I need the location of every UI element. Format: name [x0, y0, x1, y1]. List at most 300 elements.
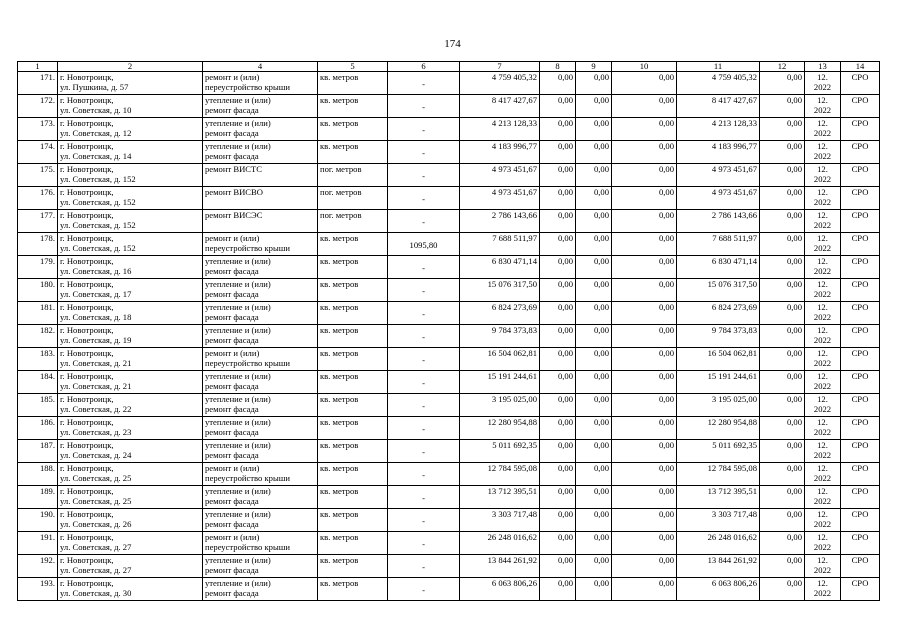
address-cell-text: г. Новотроицк, [60, 72, 114, 82]
col8-cell-text: 0,00 [557, 555, 573, 565]
col8-cell-text: 0,00 [557, 348, 573, 358]
type-cell [841, 164, 880, 187]
total-cost-cell-text: 4 759 405,32 [491, 72, 537, 82]
col12-cell [760, 279, 805, 302]
col11-cell [677, 417, 760, 440]
unit-cell-text: кв. метров [320, 95, 359, 105]
col9-cell [576, 187, 612, 210]
work-type-cell [203, 440, 318, 463]
col10-cell [612, 348, 677, 371]
unit-cell-text: кв. метров [320, 578, 359, 588]
area-cell-text: - [422, 286, 425, 296]
type-cell-text: СРО [851, 325, 869, 335]
col8-cell [540, 72, 576, 95]
address-cell-text: г. Новотроицк, [60, 95, 114, 105]
col8-cell [540, 463, 576, 486]
row-number-text: 193. [39, 578, 55, 588]
area-cell [388, 187, 460, 210]
total-cost-cell-text: 9 784 373,83 [491, 325, 537, 335]
col9-cell-text: 0,00 [593, 302, 609, 312]
period-cell-text: 12. [817, 72, 828, 82]
table-row [18, 555, 880, 578]
period-cell-text: 2022 [813, 473, 832, 483]
column-header: 2 [58, 62, 203, 72]
col8-cell [540, 118, 576, 141]
address-cell-text: ул. Советская, д. 10 [60, 105, 132, 115]
col8-cell [540, 95, 576, 118]
col9-cell [576, 210, 612, 233]
area-cell [388, 279, 460, 302]
period-cell-text: 2022 [813, 427, 832, 437]
work-type-cell-text: ремонт фасада [205, 335, 259, 345]
unit-cell [318, 187, 388, 210]
col11-cell [677, 256, 760, 279]
total-cost-cell-text: 5 011 692,35 [492, 440, 537, 450]
work-type-cell-text: утепление и (или) [205, 371, 271, 381]
table-header [18, 62, 880, 72]
col12-cell-text: 0,00 [786, 417, 802, 427]
col9-cell [576, 72, 612, 95]
work-type-cell [203, 371, 318, 394]
unit-cell [318, 532, 388, 555]
area-cell [388, 118, 460, 141]
address-cell-text: ул. Советская, д. 18 [60, 312, 132, 322]
period-cell-text: 12. [817, 279, 828, 289]
type-cell-text: СРО [851, 532, 869, 542]
work-type-cell [203, 532, 318, 555]
unit-cell-text: кв. метров [320, 394, 359, 404]
address-cell-text: г. Новотроицк, [60, 394, 114, 404]
col10-cell [612, 532, 677, 555]
total-cost-cell [460, 187, 540, 210]
area-cell-text: - [422, 171, 425, 181]
col9-cell-text: 0,00 [593, 578, 609, 588]
work-type-cell [203, 256, 318, 279]
total-cost-cell [460, 440, 540, 463]
period-cell-text: 2022 [813, 565, 832, 575]
col9-cell [576, 417, 612, 440]
col9-cell [576, 279, 612, 302]
col9-cell [576, 95, 612, 118]
col12-cell-text: 0,00 [786, 95, 802, 105]
col12-cell-text: 0,00 [786, 371, 802, 381]
row-number-text: 179. [39, 256, 55, 266]
col12-cell-text: 0,00 [786, 486, 802, 496]
total-cost-cell [460, 95, 540, 118]
col9-cell-text: 0,00 [593, 371, 609, 381]
unit-cell-text: кв. метров [320, 118, 359, 128]
col9-cell-text: 0,00 [593, 95, 609, 105]
row-number-text: 192. [39, 555, 55, 565]
work-type-cell-text: переустройство крыши [205, 243, 290, 253]
period-cell-text: 12. [817, 509, 828, 519]
work-type-cell [203, 118, 318, 141]
col9-cell-text: 0,00 [593, 118, 609, 128]
col8-cell-text: 0,00 [557, 509, 573, 519]
unit-cell [318, 95, 388, 118]
register-table [17, 61, 880, 601]
column-header: 6 [388, 62, 460, 72]
col8-cell [540, 440, 576, 463]
work-type-cell [203, 463, 318, 486]
col10-cell-text: 0,00 [658, 72, 674, 82]
address-cell-text: г. Новотроицк, [60, 164, 114, 174]
col12-cell-text: 0,00 [786, 118, 802, 128]
type-cell [841, 371, 880, 394]
area-cell [388, 348, 460, 371]
unit-cell [318, 210, 388, 233]
address-cell [58, 256, 203, 279]
area-cell [388, 371, 460, 394]
period-cell-text: 2022 [813, 450, 832, 460]
row-number-text: 178. [39, 233, 55, 243]
address-cell [58, 72, 203, 95]
col10-cell-text: 0,00 [658, 95, 674, 105]
col9-cell-text: 0,00 [593, 486, 609, 496]
area-cell-text: - [422, 493, 425, 503]
col11-cell [677, 371, 760, 394]
total-cost-cell [460, 371, 540, 394]
col9-cell [576, 233, 612, 256]
period-cell [805, 302, 841, 325]
col9-cell-text: 0,00 [593, 463, 609, 473]
col9-cell-text: 0,00 [593, 72, 609, 82]
col9-cell-text: 0,00 [593, 141, 609, 151]
col11-cell [677, 279, 760, 302]
header-row [18, 62, 880, 72]
unit-cell [318, 348, 388, 371]
total-cost-cell [460, 302, 540, 325]
address-cell-text: г. Новотроицк, [60, 371, 114, 381]
col12-cell [760, 578, 805, 601]
address-cell [58, 509, 203, 532]
col11-cell-text: 6 830 471,14 [711, 256, 757, 266]
col10-cell-text: 0,00 [658, 348, 674, 358]
col8-cell [540, 555, 576, 578]
period-cell [805, 486, 841, 509]
col10-cell [612, 72, 677, 95]
total-cost-cell [460, 279, 540, 302]
work-type-cell-text: утепление и (или) [205, 279, 271, 289]
col8-cell-text: 0,00 [557, 164, 573, 174]
row-number [18, 463, 58, 486]
type-cell-text: СРО [851, 210, 869, 220]
col8-cell [540, 164, 576, 187]
unit-cell-text: кв. метров [320, 325, 359, 335]
period-cell [805, 463, 841, 486]
area-cell [388, 532, 460, 555]
col9-cell-text: 0,00 [593, 394, 609, 404]
area-cell [388, 509, 460, 532]
col8-cell [540, 210, 576, 233]
col8-cell-text: 0,00 [557, 417, 573, 427]
area-cell-text: - [422, 470, 425, 480]
col11-cell [677, 233, 760, 256]
period-cell-text: 12. [817, 417, 828, 427]
address-cell-text: г. Новотроицк, [60, 118, 114, 128]
unit-cell [318, 72, 388, 95]
col11-cell [677, 164, 760, 187]
address-cell-text: ул. Советская, д. 12 [60, 128, 132, 138]
table-row [18, 256, 880, 279]
col9-cell [576, 164, 612, 187]
period-cell-text: 2022 [813, 174, 832, 184]
table-row [18, 72, 880, 95]
work-type-cell [203, 486, 318, 509]
total-cost-cell-text: 15 191 244,61 [487, 371, 537, 381]
address-cell-text: ул. Советская, д. 16 [60, 266, 132, 276]
col10-cell [612, 256, 677, 279]
address-cell [58, 578, 203, 601]
work-type-cell-text: ремонт и (или) [205, 463, 260, 473]
col10-cell-text: 0,00 [658, 302, 674, 312]
unit-cell [318, 578, 388, 601]
area-cell [388, 463, 460, 486]
col8-cell-text: 0,00 [557, 72, 573, 82]
address-cell-text: г. Новотроицк, [60, 555, 114, 565]
col12-cell [760, 509, 805, 532]
period-cell [805, 440, 841, 463]
area-cell [388, 210, 460, 233]
column-header: 7 [460, 62, 540, 72]
type-cell-text: СРО [851, 95, 869, 105]
work-type-cell [203, 187, 318, 210]
col10-cell-text: 0,00 [658, 394, 674, 404]
area-cell-text: - [422, 309, 425, 319]
table-row [18, 210, 880, 233]
col12-cell [760, 555, 805, 578]
col10-cell-text: 0,00 [658, 325, 674, 335]
address-cell [58, 302, 203, 325]
col12-cell [760, 486, 805, 509]
col11-cell [677, 325, 760, 348]
col9-cell-text: 0,00 [593, 164, 609, 174]
period-cell-text: 12. [817, 210, 828, 220]
address-cell-text: ул. Советская, д. 152 [60, 220, 136, 230]
period-cell-text: 2022 [813, 105, 832, 115]
period-cell-text: 2022 [813, 266, 832, 276]
total-cost-cell [460, 325, 540, 348]
row-number-text: 190. [39, 509, 55, 519]
unit-cell [318, 233, 388, 256]
col10-cell-text: 0,00 [658, 187, 674, 197]
area-cell-text: - [422, 447, 425, 457]
col12-cell-text: 0,00 [786, 394, 802, 404]
area-cell [388, 95, 460, 118]
unit-cell-text: кв. метров [320, 509, 359, 519]
col12-cell [760, 302, 805, 325]
work-type-cell-text: ремонт и (или) [205, 348, 260, 358]
address-cell-text: ул. Советская, д. 152 [60, 174, 136, 184]
address-cell [58, 532, 203, 555]
unit-cell-text: кв. метров [320, 371, 359, 381]
period-cell-text: 12. [817, 463, 828, 473]
row-number [18, 95, 58, 118]
col8-cell [540, 141, 576, 164]
type-cell [841, 509, 880, 532]
row-number-text: 183. [39, 348, 55, 358]
col9-cell-text: 0,00 [593, 210, 609, 220]
address-cell-text: ул. Советская, д. 22 [60, 404, 132, 414]
total-cost-cell-text: 12 784 595,08 [487, 463, 537, 473]
work-type-cell-text: ремонт фасада [205, 105, 259, 115]
col11-cell-text: 15 191 244,61 [707, 371, 757, 381]
work-type-cell [203, 164, 318, 187]
unit-cell-text: кв. метров [320, 532, 359, 542]
col9-cell-text: 0,00 [593, 187, 609, 197]
table-row [18, 509, 880, 532]
address-cell-text: г. Новотроицк, [60, 509, 114, 519]
col10-cell [612, 210, 677, 233]
type-cell-text: СРО [851, 348, 869, 358]
area-cell-text: - [422, 585, 425, 595]
unit-cell-text: кв. метров [320, 463, 359, 473]
address-cell-text: г. Новотроицк, [60, 532, 114, 542]
work-type-cell-text: переустройство крыши [205, 473, 290, 483]
total-cost-cell [460, 555, 540, 578]
period-cell [805, 164, 841, 187]
total-cost-cell-text: 4 183 996,77 [491, 141, 537, 151]
type-cell-text: СРО [851, 417, 869, 427]
col8-cell-text: 0,00 [557, 486, 573, 496]
type-cell [841, 348, 880, 371]
address-cell-text: ул. Советская, д. 27 [60, 565, 132, 575]
col12-cell-text: 0,00 [786, 233, 802, 243]
col9-cell-text: 0,00 [593, 532, 609, 542]
address-cell-text: г. Новотроицк, [60, 348, 114, 358]
period-cell-text: 12. [817, 348, 828, 358]
total-cost-cell [460, 72, 540, 95]
type-cell-text: СРО [851, 509, 869, 519]
period-cell-text: 2022 [813, 220, 832, 230]
address-cell [58, 371, 203, 394]
unit-cell [318, 279, 388, 302]
area-cell [388, 555, 460, 578]
column-header: 14 [841, 62, 880, 72]
col8-cell-text: 0,00 [557, 463, 573, 473]
col11-cell-text: 8 417 427,67 [711, 95, 757, 105]
column-header: 12 [760, 62, 805, 72]
table-row [18, 187, 880, 210]
work-type-cell [203, 417, 318, 440]
work-type-cell-text: ремонт фасада [205, 266, 259, 276]
area-cell-text: - [422, 194, 425, 204]
col11-cell [677, 555, 760, 578]
address-cell [58, 417, 203, 440]
period-cell-text: 12. [817, 95, 828, 105]
period-cell-text: 12. [817, 118, 828, 128]
area-cell [388, 141, 460, 164]
unit-cell [318, 486, 388, 509]
col11-cell-text: 6 063 806,26 [711, 578, 757, 588]
table-row [18, 279, 880, 302]
period-cell [805, 279, 841, 302]
area-cell-text: - [422, 516, 425, 526]
row-number-text: 176. [39, 187, 55, 197]
type-cell-text: СРО [851, 187, 869, 197]
work-type-cell [203, 325, 318, 348]
col12-cell [760, 394, 805, 417]
col10-cell-text: 0,00 [658, 118, 674, 128]
work-type-cell-text: утепление и (или) [205, 325, 271, 335]
type-cell [841, 210, 880, 233]
period-cell [805, 256, 841, 279]
col10-cell [612, 233, 677, 256]
total-cost-cell [460, 348, 540, 371]
table-row [18, 440, 880, 463]
total-cost-cell [460, 578, 540, 601]
work-type-cell-text: переустройство крыши [205, 358, 290, 368]
col9-cell-text: 0,00 [593, 325, 609, 335]
address-cell-text: г. Новотроицк, [60, 325, 114, 335]
col8-cell [540, 509, 576, 532]
column-header: 13 [805, 62, 841, 72]
unit-cell-text: пог. метров [320, 164, 362, 174]
area-cell-text: - [422, 263, 425, 273]
row-number-text: 185. [39, 394, 55, 404]
period-cell-text: 2022 [813, 381, 832, 391]
total-cost-cell-text: 3 303 717,48 [491, 509, 537, 519]
col10-cell [612, 463, 677, 486]
col10-cell [612, 164, 677, 187]
period-cell-text: 12. [817, 440, 828, 450]
col11-cell-text: 2 786 143,66 [711, 210, 757, 220]
col8-cell-text: 0,00 [557, 578, 573, 588]
row-number [18, 72, 58, 95]
work-type-cell-text: утепление и (или) [205, 486, 271, 496]
col8-cell [540, 348, 576, 371]
col10-cell [612, 325, 677, 348]
area-cell-text: - [422, 148, 425, 158]
type-cell [841, 279, 880, 302]
col10-cell [612, 394, 677, 417]
row-number-text: 171. [39, 72, 55, 82]
col11-cell-text: 26 248 016,62 [707, 532, 757, 542]
row-number [18, 233, 58, 256]
page-number: 174 [444, 38, 461, 50]
col12-cell-text: 0,00 [786, 325, 802, 335]
type-cell [841, 555, 880, 578]
col11-cell-text: 12 784 595,08 [707, 463, 757, 473]
col11-cell [677, 187, 760, 210]
work-type-cell-text: ремонт фасада [205, 427, 259, 437]
table-row [18, 371, 880, 394]
address-cell-text: г. Новотроицк, [60, 417, 114, 427]
col9-cell [576, 440, 612, 463]
work-type-cell-text: утепление и (или) [205, 440, 271, 450]
total-cost-cell [460, 532, 540, 555]
col9-cell [576, 118, 612, 141]
col11-cell-text: 16 504 062,81 [707, 348, 757, 358]
col8-cell [540, 256, 576, 279]
col12-cell [760, 210, 805, 233]
address-cell-text: ул. Пушкина, д. 57 [60, 82, 129, 92]
work-type-cell-text: утепление и (или) [205, 394, 271, 404]
address-cell [58, 348, 203, 371]
column-header: 4 [203, 62, 318, 72]
col9-cell [576, 394, 612, 417]
type-cell [841, 302, 880, 325]
total-cost-cell [460, 509, 540, 532]
total-cost-cell-text: 2 786 143,66 [491, 210, 537, 220]
work-type-cell-text: ремонт фасада [205, 404, 259, 414]
work-type-cell [203, 578, 318, 601]
area-cell [388, 72, 460, 95]
type-cell-text: СРО [851, 463, 869, 473]
col10-cell [612, 578, 677, 601]
col8-cell [540, 486, 576, 509]
period-cell [805, 187, 841, 210]
